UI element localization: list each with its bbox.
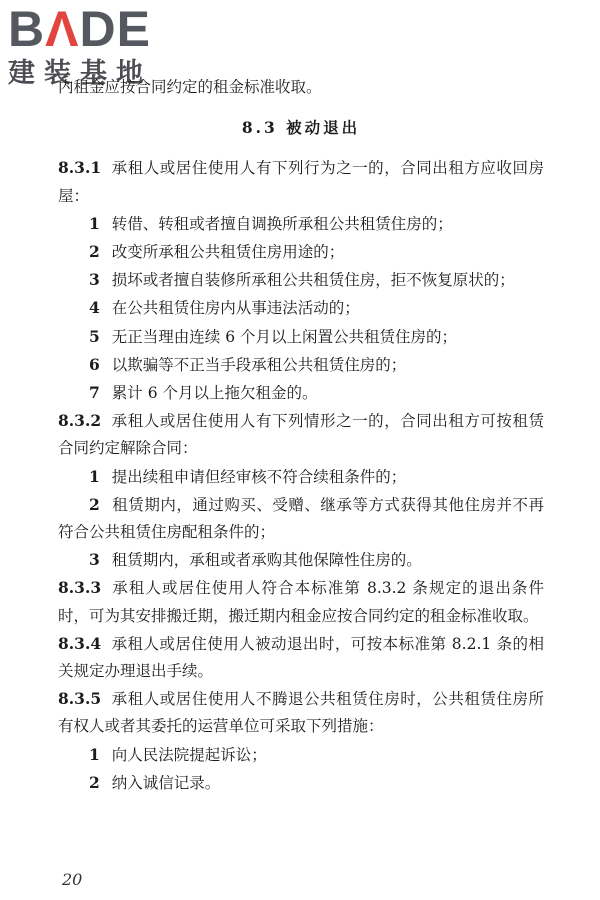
item-number: 1 <box>89 466 100 486</box>
clause-item <box>58 323 544 351</box>
clause-item <box>58 266 544 294</box>
item-number: 2 <box>89 242 100 262</box>
clause-number: 8.3.5 <box>58 689 102 709</box>
clause-number: 8.3.2 <box>58 411 102 431</box>
document-body <box>58 74 544 797</box>
clause-number: 8.3.4 <box>58 633 102 653</box>
item-number: 1 <box>89 744 100 764</box>
brand-subtitle: 建装基地 <box>8 58 152 89</box>
item-text: 租赁期内，承租或者承购其他保障性住房的。 <box>111 551 422 570</box>
section-title: 8.3 被动退出 <box>241 118 361 138</box>
clause-text: 承租人或居住使用人符合本标准第 8.3.2 条规定的退出条件时，可为其安排搬迁期，搬迁期内租金应按合同约定的租金标准收取。 <box>58 579 544 625</box>
clause-item <box>58 546 544 574</box>
clause-8-3-4 <box>58 630 544 685</box>
item-number: 2 <box>89 772 100 792</box>
clause-item <box>58 351 544 379</box>
clause-number: 8.3.3 <box>58 578 102 598</box>
item-text: 提出续租申请但经审核不符合续租条件的； <box>111 467 407 486</box>
brand-wordmark: BΛDE <box>8 1 151 57</box>
continuation-text: 内租金应按合同约定的租金标准收取。 <box>58 78 322 96</box>
item-number: 7 <box>89 383 100 403</box>
clause-8-3-5 <box>58 685 544 740</box>
clause-item <box>58 238 544 266</box>
clause-item <box>58 491 544 546</box>
item-number: 4 <box>89 298 100 318</box>
item-text: 以欺骗等不正当手段承租公共租赁住房的； <box>111 355 407 374</box>
clause-text: 承租人或居住使用人被动退出时，可按本标准第 8.2.1 条的相关规定办理退出手续。 <box>58 634 544 681</box>
item-number: 5 <box>89 326 100 346</box>
item-text: 租赁期内，通过购买、受赠、继承等方式获得其他住房并不再符合公共租赁住房配租条件的； <box>58 495 544 542</box>
clause-list <box>58 154 544 797</box>
clause-item <box>58 741 544 769</box>
clause-item <box>58 210 544 238</box>
item-text: 改变所承租公共租赁住房用途的； <box>111 243 345 262</box>
item-text: 损坏或者擅自装修所承租公共租赁住房，拒不恢复原状的； <box>111 271 515 290</box>
item-number: 3 <box>89 550 100 570</box>
item-text: 向人民法院提起诉讼； <box>111 745 267 764</box>
item-number: 1 <box>89 213 100 233</box>
clause-text: 承租人或居住使用人不腾退公共租赁住房时，公共租赁住房所有权人或者其委托的运营单位可采取下列措施： <box>58 690 544 736</box>
item-text: 无正当理由连续 6 个月以上闲置公共租赁住房的； <box>111 327 458 346</box>
clause-8-3-1 <box>58 154 544 209</box>
clause-text: 承租人或居住使用人有下列行为之一的，合同出租方应收回房屋： <box>58 159 544 205</box>
clause-item <box>58 379 544 407</box>
item-number: 2 <box>89 494 100 514</box>
page-number: 20 <box>62 870 83 889</box>
item-text: 累计 6 个月以上拖欠租金的。 <box>111 384 318 403</box>
clause-text: 承租人或居住使用人有下列情形之一的，合同出租方可按租赁合同约定解除合同： <box>58 412 544 458</box>
item-text: 在公共租赁住房内从事违法活动的； <box>111 299 360 318</box>
item-text: 转借、转租或者擅自调换所承租公共租赁住房的； <box>111 214 453 233</box>
clause-item <box>58 463 544 491</box>
clause-item <box>58 769 544 797</box>
clause-8-3-3 <box>58 574 544 629</box>
clause-item <box>58 294 544 322</box>
clause-8-3-2 <box>58 407 544 462</box>
item-text: 纳入诚信记录。 <box>111 773 221 792</box>
item-number: 3 <box>89 270 100 290</box>
item-number: 6 <box>89 354 100 374</box>
clause-number: 8.3.1 <box>58 158 102 178</box>
